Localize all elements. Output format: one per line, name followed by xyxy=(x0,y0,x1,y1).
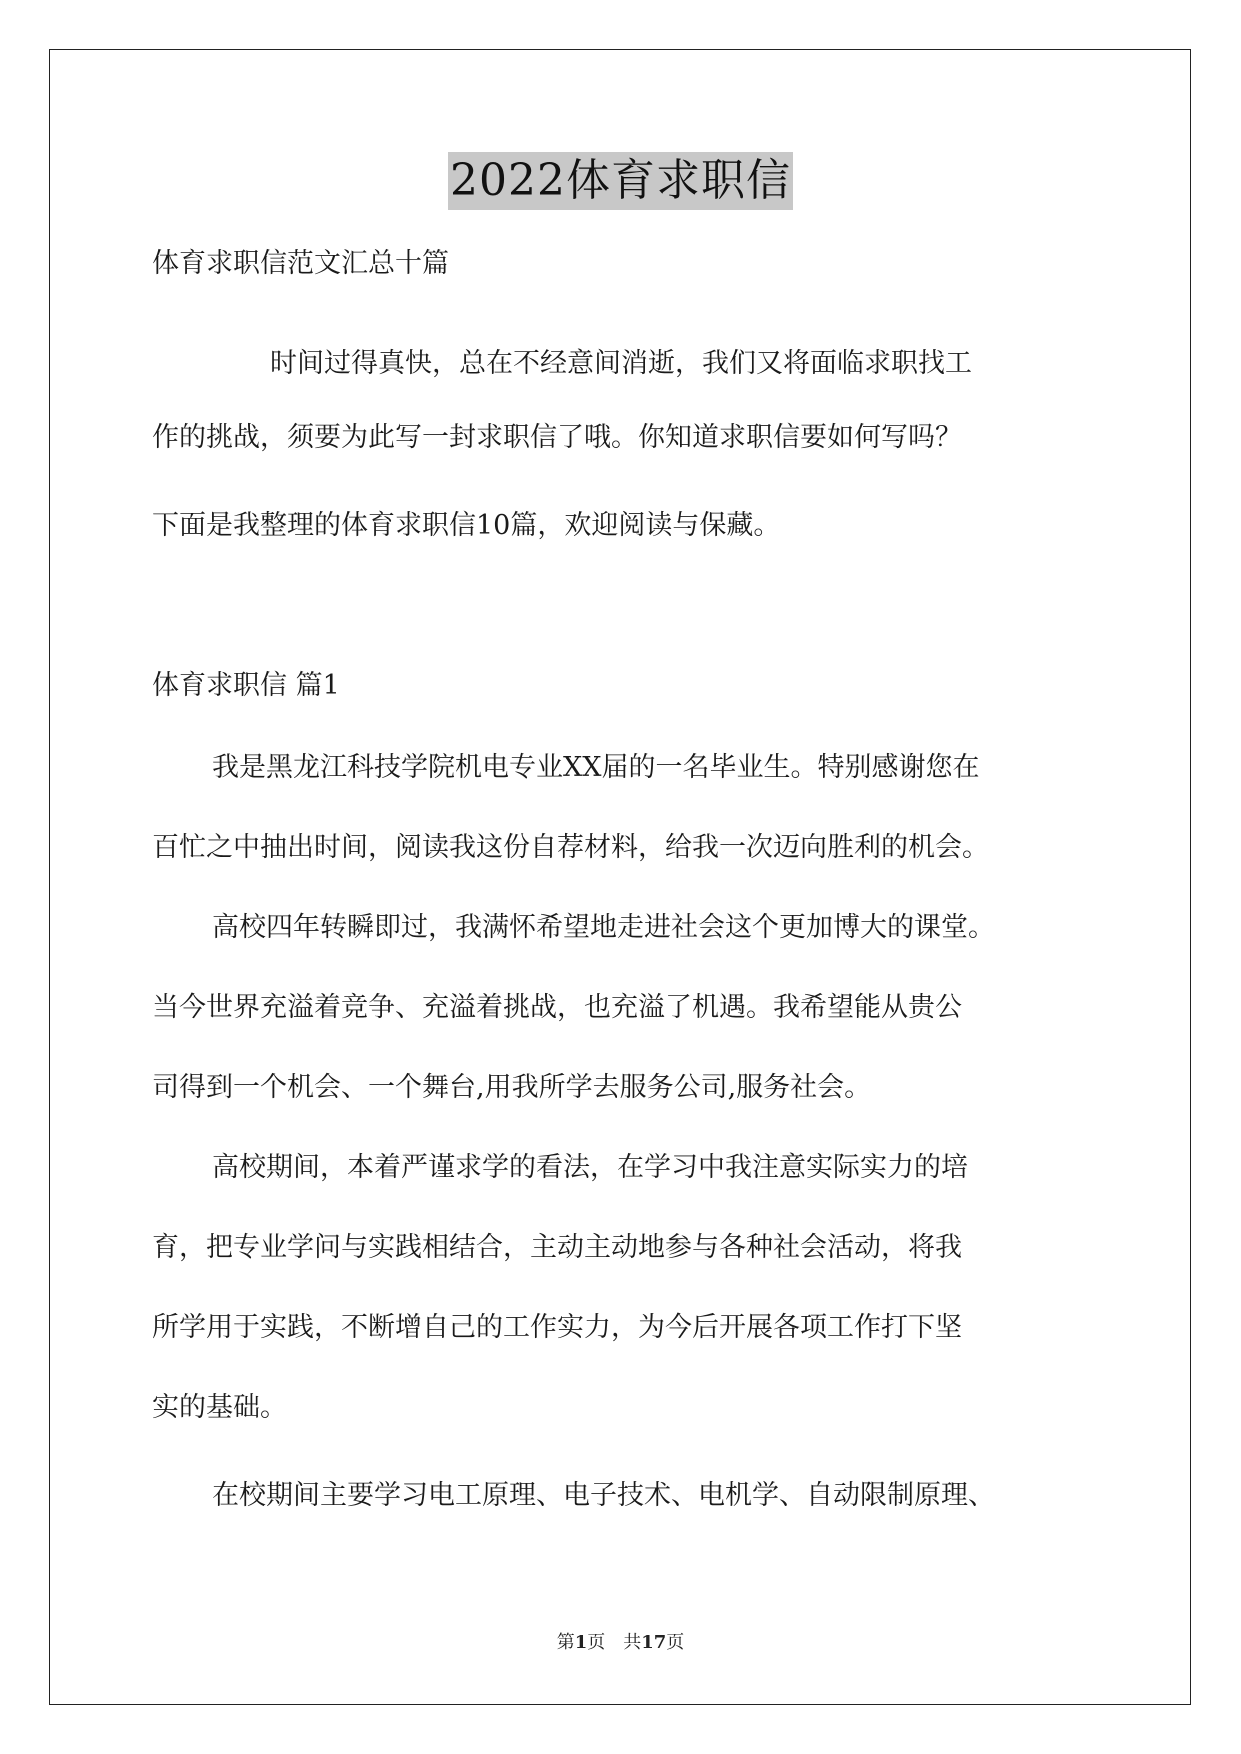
title-container xyxy=(0,152,1241,210)
footer-total-pages: 17 xyxy=(641,1632,667,1653)
intro-line-2: 作的挑战，须要为此写一封求职信了哦。你知道求职信要如何写吗？ xyxy=(152,422,962,453)
page-border xyxy=(49,49,1191,1705)
footer-page-number: 1 xyxy=(574,1632,588,1653)
section-heading: 体育求职信 篇1 xyxy=(152,670,340,701)
footer-page-suffix: 页 xyxy=(666,1632,685,1653)
intro-line-1: 时间过得真快，总在不经意间消逝，我们又将面临求职找工 xyxy=(270,348,972,379)
subtitle: 体育求职信范文汇总十篇 xyxy=(152,248,449,279)
body-line-9: 实的基础。 xyxy=(152,1392,287,1423)
document-title: 2022体育求职信 xyxy=(448,152,793,210)
body-line-2: 百忙之中抽出时间，阅读我这份自荐材料，给我一次迈向胜利的机会。 xyxy=(152,832,989,863)
intro-line-3: 下面是我整理的体育求职信10篇，欢迎阅读与保藏。 xyxy=(152,510,781,541)
footer-page-prefix: 第 xyxy=(556,1632,575,1653)
body-line-6: 高校期间，本着严谨求学的看法，在学习中我注意实际实力的培 xyxy=(212,1152,968,1183)
body-line-7: 育，把专业学问与实践相结合，主动主动地参与各种社会活动，将我 xyxy=(152,1232,962,1263)
body-line-8: 所学用于实践，不断增自己的工作实力，为今后开展各项工作打下坚 xyxy=(152,1312,962,1343)
body-line-1: 我是黑龙江科技学院机电专业XX届的一名毕业生。特别感谢您在 xyxy=(212,752,980,783)
body-line-4: 当今世界充溢着竞争、充溢着挑战，也充溢了机遇。我希望能从贵公 xyxy=(152,992,962,1023)
body-line-10: 在校期间主要学习电工原理、电子技术、电机学、自动限制原理、 xyxy=(212,1480,995,1511)
footer-page-mid: 页 共 xyxy=(587,1632,642,1653)
body-line-5: 司得到一个机会、一个舞台,用我所学去服务公司,服务社会。 xyxy=(152,1072,872,1103)
body-line-3: 高校四年转瞬即过，我满怀希望地走进社会这个更加博大的课堂。 xyxy=(212,912,995,943)
page-footer xyxy=(0,1628,1241,1654)
